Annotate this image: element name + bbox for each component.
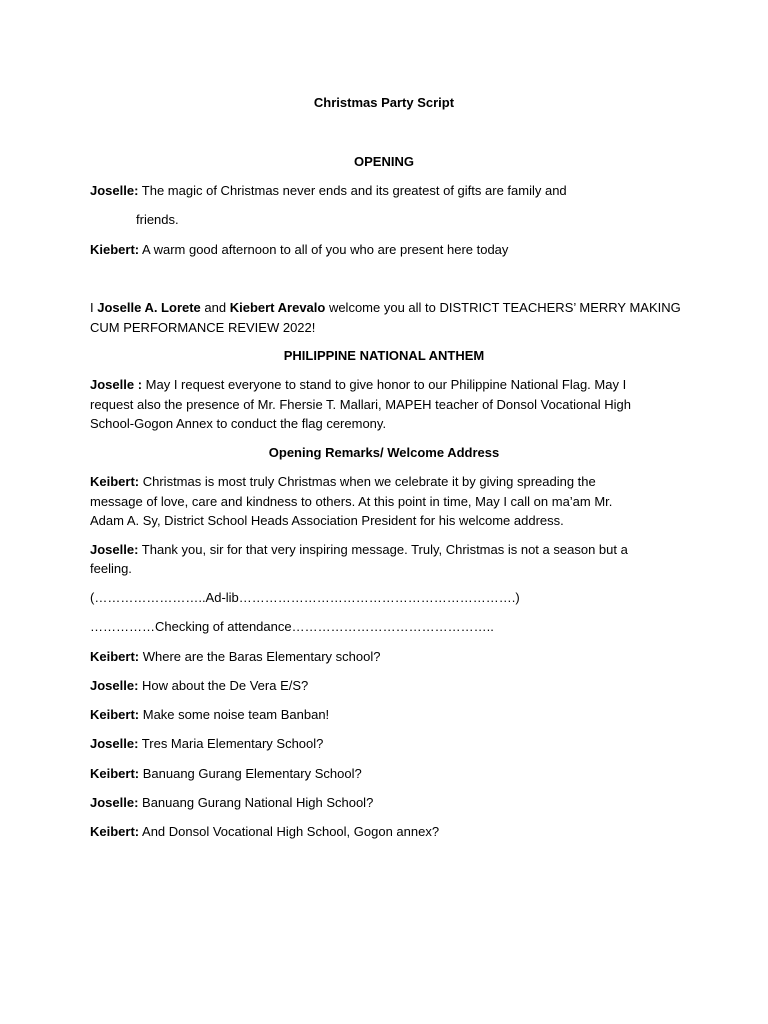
anthem-line-3: School-Gogon Annex to conduct the flag ceremony.	[90, 416, 387, 431]
dialogue-text: Christmas is most truly Christmas when we celebrate it by giving spreading the	[139, 474, 596, 489]
dialogue-text: The magic of Christmas never ends and its greatest of gifts are family and	[138, 183, 567, 198]
adlib-line: (……………………..Ad-lib……………………………………………………….)	[90, 590, 520, 605]
speaker-label: Kiebert:	[90, 242, 140, 257]
welcome-text: I	[90, 300, 98, 315]
roll-call-line	[90, 793, 690, 813]
dialogue-text: And Donsol Vocational High School, Gogon annex?	[139, 824, 440, 839]
remarks-line-1	[90, 472, 690, 492]
speaker-label: Keibert:	[90, 474, 140, 489]
dialogue-text: Make some noise team Banban!	[139, 707, 330, 722]
opening-line-1-continued: friends.	[136, 212, 179, 227]
speaker-label: Joselle:	[90, 736, 139, 751]
document-title: Christmas Party Script	[313, 95, 455, 110]
thanks-line-1	[90, 540, 690, 560]
welcome-text: welcome you all to DISTRICT TEACHERS’ MERRY MAKING	[325, 300, 681, 315]
attendance-line: ……………Checking of attendance………………………………………..	[90, 619, 494, 634]
remarks-line-2: message of love, care and kindness to others. At this point in time, May I call on ma’am Mr.	[90, 494, 613, 509]
roll-call-line	[90, 764, 690, 784]
welcome-line-1	[90, 298, 690, 318]
opening-line-1	[90, 181, 690, 201]
roll-call-line	[90, 705, 690, 725]
welcome-line-2: CUM PERFORMANCE REVIEW 2022!	[90, 320, 316, 335]
speaker-label: Keibert:	[90, 824, 140, 839]
thanks-line-2: feeling.	[90, 561, 132, 576]
speaker-label: Keibert:	[90, 649, 140, 664]
roll-call-line	[90, 647, 690, 667]
opening-line-2	[90, 240, 690, 260]
dialogue-text: Where are the Baras Elementary school?	[139, 649, 381, 664]
dialogue-text: A warm good afternoon to all of you who are present here today	[139, 242, 509, 257]
anthem-heading: PHILIPPINE NATIONAL ANTHEM	[283, 348, 485, 363]
host-name-1: Joselle A. Lorete	[97, 300, 201, 315]
remarks-line-3: Adam A. Sy, District School Heads Association President for his welcome address.	[90, 513, 564, 528]
anthem-line-1	[90, 375, 690, 395]
remarks-heading: Opening Remarks/ Welcome Address	[268, 445, 500, 460]
roll-call-line	[90, 734, 690, 754]
speaker-label: Joselle:	[90, 183, 139, 198]
dialogue-text: Banuang Gurang Elementary School?	[139, 766, 362, 781]
speaker-label: Joselle:	[90, 678, 139, 693]
speaker-label: Joselle :	[90, 377, 143, 392]
dialogue-text: How about the De Vera E/S?	[138, 678, 309, 693]
speaker-label: Joselle:	[90, 795, 139, 810]
dialogue-text: May I request everyone to stand to give honor to our Philippine National Flag. May I	[142, 377, 627, 392]
anthem-line-2: request also the presence of Mr. Fhersie T. Mallari, MAPEH teacher of Donsol Vocational High	[90, 397, 631, 412]
welcome-text: and	[200, 300, 230, 315]
speaker-label: Keibert:	[90, 766, 140, 781]
speaker-label: Keibert:	[90, 707, 140, 722]
speaker-label: Joselle:	[90, 542, 139, 557]
dialogue-text: Tres Maria Elementary School?	[138, 736, 324, 751]
roll-call-line	[90, 676, 690, 696]
dialogue-text: Banuang Gurang National High School?	[138, 795, 374, 810]
dialogue-text: Thank you, sir for that very inspiring message. Truly, Christmas is not a season but a	[138, 542, 628, 557]
roll-call-line	[90, 822, 690, 842]
opening-heading: OPENING	[354, 154, 414, 169]
host-name-2: Kiebert Arevalo	[229, 300, 326, 315]
